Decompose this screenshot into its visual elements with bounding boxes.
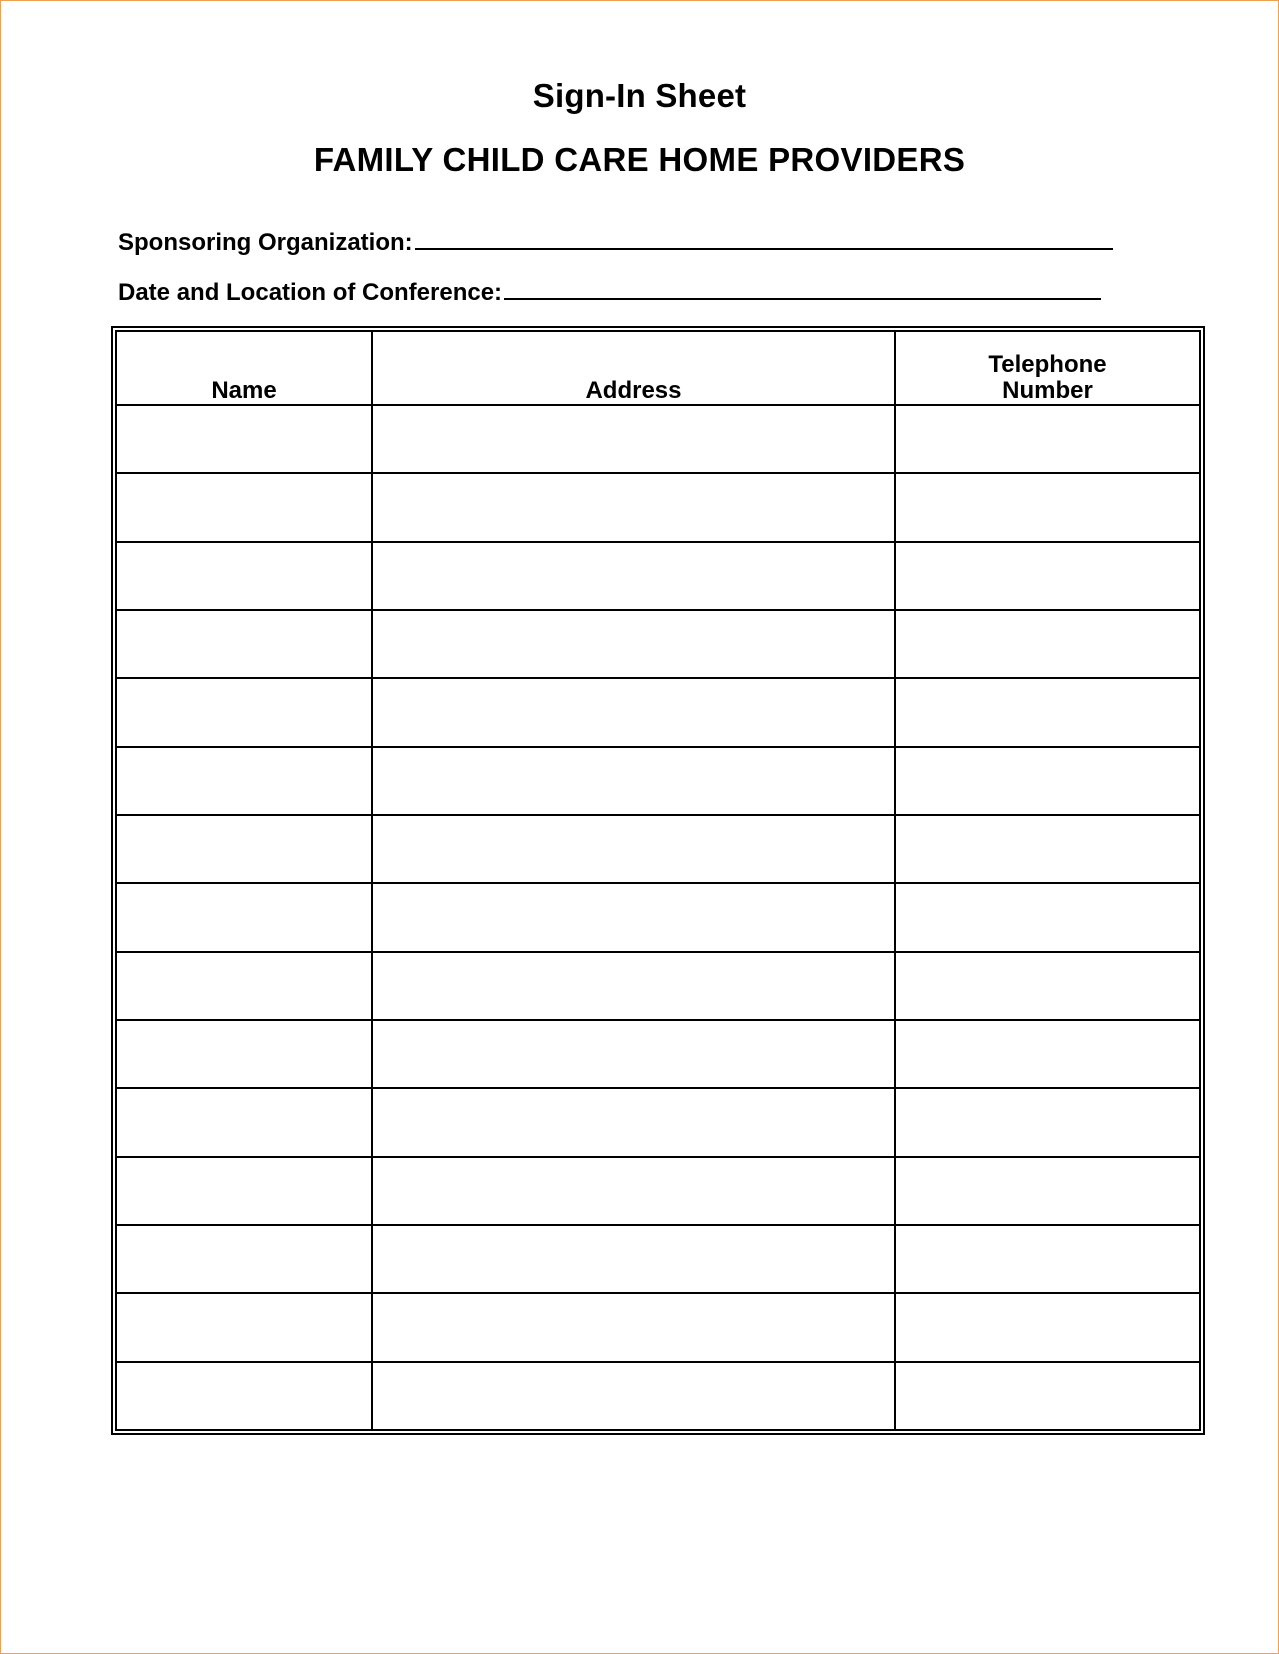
table-row bbox=[116, 815, 1200, 883]
table-cell-address[interactable] bbox=[372, 747, 895, 815]
table-cell-address[interactable] bbox=[372, 1293, 895, 1361]
table-row bbox=[116, 883, 1200, 951]
table-cell-address[interactable] bbox=[372, 542, 895, 610]
table-cell-telephone[interactable] bbox=[895, 1157, 1200, 1225]
table-cell-name[interactable] bbox=[116, 1293, 372, 1361]
table-cell-address[interactable] bbox=[372, 1225, 895, 1293]
table-row bbox=[116, 1362, 1200, 1430]
table-cell-telephone[interactable] bbox=[895, 883, 1200, 951]
column-header-name-label: Name bbox=[211, 377, 277, 404]
table-row bbox=[116, 678, 1200, 746]
table-cell-telephone[interactable] bbox=[895, 1020, 1200, 1088]
column-header-telephone bbox=[895, 331, 1200, 405]
table-body bbox=[116, 405, 1200, 1430]
table-cell-telephone[interactable] bbox=[895, 610, 1200, 678]
table-row bbox=[116, 952, 1200, 1020]
table-row bbox=[116, 1293, 1200, 1361]
table-cell-address[interactable] bbox=[372, 1362, 895, 1430]
table-cell-address[interactable] bbox=[372, 610, 895, 678]
table-cell-address[interactable] bbox=[372, 678, 895, 746]
table-cell-address[interactable] bbox=[372, 1157, 895, 1225]
table-row bbox=[116, 542, 1200, 610]
column-header-name bbox=[116, 331, 372, 405]
sponsoring-organization-blank-line[interactable] bbox=[415, 247, 1113, 250]
table-cell-name[interactable] bbox=[116, 678, 372, 746]
table-cell-telephone[interactable] bbox=[895, 952, 1200, 1020]
table-row bbox=[116, 1088, 1200, 1156]
table-cell-telephone[interactable] bbox=[895, 1293, 1200, 1361]
table-cell-address[interactable] bbox=[372, 815, 895, 883]
table-cell-name[interactable] bbox=[116, 542, 372, 610]
column-header-telephone-line2: Number bbox=[1002, 377, 1093, 404]
table-cell-name[interactable] bbox=[116, 1362, 372, 1430]
column-header-address bbox=[372, 331, 895, 405]
table-cell-telephone[interactable] bbox=[895, 1362, 1200, 1430]
date-location-label: Date and Location of Conference: bbox=[118, 279, 503, 306]
table-cell-telephone[interactable] bbox=[895, 405, 1200, 473]
table-row bbox=[116, 747, 1200, 815]
table-cell-name[interactable] bbox=[116, 952, 372, 1020]
table-row bbox=[116, 1157, 1200, 1225]
table-row bbox=[116, 473, 1200, 541]
table-cell-address[interactable] bbox=[372, 952, 895, 1020]
table-header-row bbox=[116, 331, 1200, 405]
page-title: Sign-In Sheet bbox=[532, 77, 747, 114]
table-cell-address[interactable] bbox=[372, 883, 895, 951]
table-cell-address[interactable] bbox=[372, 405, 895, 473]
table-cell-name[interactable] bbox=[116, 1020, 372, 1088]
date-location-blank-line[interactable] bbox=[504, 297, 1101, 300]
table-cell-name[interactable] bbox=[116, 1157, 372, 1225]
table-cell-telephone[interactable] bbox=[895, 815, 1200, 883]
table-row bbox=[116, 610, 1200, 678]
date-location-field[interactable] bbox=[118, 279, 1101, 307]
sign-in-table-frame bbox=[111, 326, 1205, 1435]
column-header-telephone-line1: Telephone bbox=[988, 351, 1107, 378]
table-cell-telephone[interactable] bbox=[895, 1225, 1200, 1293]
table-cell-address[interactable] bbox=[372, 1088, 895, 1156]
table-cell-name[interactable] bbox=[116, 1088, 372, 1156]
table-cell-name[interactable] bbox=[116, 1225, 372, 1293]
table-cell-name[interactable] bbox=[116, 747, 372, 815]
table-cell-name[interactable] bbox=[116, 473, 372, 541]
sponsoring-organization-label: Sponsoring Organization: bbox=[118, 229, 413, 256]
table-cell-telephone[interactable] bbox=[895, 678, 1200, 746]
table-cell-telephone[interactable] bbox=[895, 542, 1200, 610]
table-cell-telephone[interactable] bbox=[895, 1088, 1200, 1156]
table-cell-telephone[interactable] bbox=[895, 473, 1200, 541]
sponsoring-organization-field[interactable] bbox=[118, 229, 1113, 257]
table-cell-name[interactable] bbox=[116, 815, 372, 883]
table-row bbox=[116, 1020, 1200, 1088]
table-cell-name[interactable] bbox=[116, 405, 372, 473]
sign-in-table bbox=[115, 330, 1201, 1431]
table-cell-address[interactable] bbox=[372, 1020, 895, 1088]
page-subtitle: FAMILY CHILD CARE HOME PROVIDERS bbox=[313, 141, 966, 178]
table-cell-name[interactable] bbox=[116, 883, 372, 951]
table-cell-address[interactable] bbox=[372, 473, 895, 541]
table-row bbox=[116, 405, 1200, 473]
table-row bbox=[116, 1225, 1200, 1293]
column-header-address-label: Address bbox=[585, 377, 682, 404]
table-cell-name[interactable] bbox=[116, 610, 372, 678]
table-cell-telephone[interactable] bbox=[895, 747, 1200, 815]
